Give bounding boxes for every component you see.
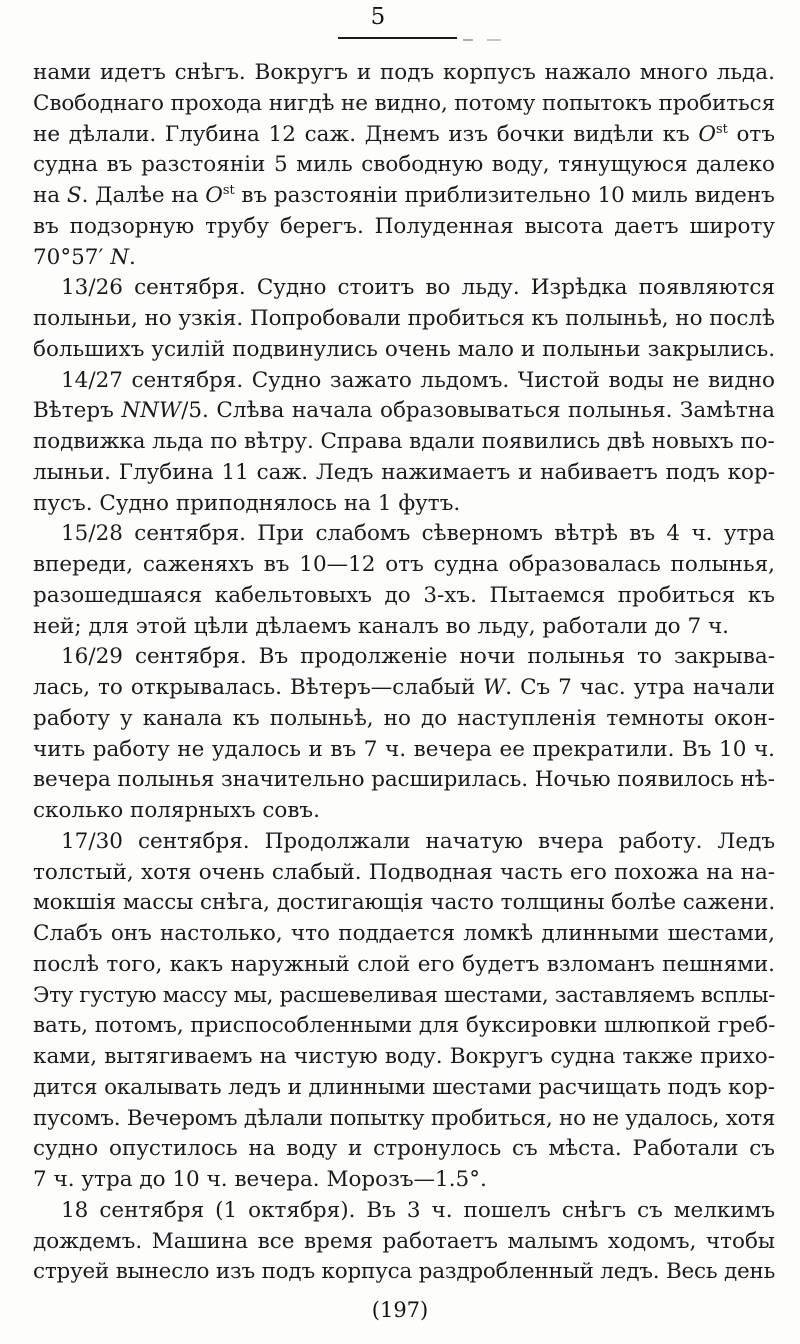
text-line: подвижка льда по вѣтру. Справа вдали появились двѣ новыхъ по- bbox=[33, 429, 775, 454]
text-line: 13/26 сентября. Судно стоитъ во льду. Изрѣдка появляются bbox=[61, 275, 775, 301]
page-number-top: 5 bbox=[370, 4, 386, 30]
text-line: толстый, хотя очень слабый. Подводная часть его похожа на на- bbox=[33, 859, 776, 885]
text-line: Свободнаго прохода нигдѣ не видно, потому попытокъ пробиться bbox=[33, 90, 776, 116]
text-line: на S. Далѣе на $O^{st}$ въ разстояніи приблизительно 10 миль виденъ bbox=[33, 182, 775, 208]
text-line: 18 сентября (1 октября). Въ 3 ч. пошелъ снѣгъ съ мелкимъ bbox=[61, 1197, 776, 1223]
text-line: въ подзорную трубу берегъ. Полуденная высота даетъ широту bbox=[33, 213, 776, 239]
text-line: пусъ. Судно приподнялось на 1 футъ. bbox=[33, 490, 461, 516]
text-line: судна въ разстояніи 5 миль свободную воду, тянущуюся далеко bbox=[33, 152, 775, 178]
text-line: работу у канала къ полыньѣ, но до наступленія темноты окон- bbox=[33, 705, 775, 731]
text-line: нами идетъ снѣгъ. Вокругъ и подъ корпусъ нажало много льда. bbox=[33, 60, 775, 85]
page-number-bottom: (197) bbox=[371, 1298, 429, 1322]
text-line: 70°57′ N. bbox=[33, 244, 136, 270]
text-line: лыньи. Глубина 11 саж. Ледъ нажимаетъ и набиваетъ подъ кор- bbox=[33, 459, 775, 485]
text-line: 7 ч. утра до 10 ч. вечера. Морозъ—1.5°. bbox=[33, 1167, 487, 1192]
text-line: впереди, саженяхъ въ 10—12 отъ судна образовалась полынья, bbox=[33, 552, 776, 577]
text-line: чить работу не удалось и въ 7 ч. вечера ее прекратили. Въ 10 ч. bbox=[33, 736, 776, 762]
text-line: лась, то открывалась. Вѣтеръ—слабый W. Съ 7 час. утра начали bbox=[33, 675, 775, 700]
header-rule bbox=[338, 37, 457, 39]
text-line: большихъ усилій подвинулись очень мало и полыньи закрылись. bbox=[33, 336, 776, 362]
text-line: Эту густую массу мы, расшевеливая шестами, заставляемъ всплы- bbox=[33, 982, 776, 1008]
text-line: разошедшаяся кабельтовыхъ до 3-хъ. Пытаемся пробиться къ bbox=[33, 582, 775, 608]
text-line: вать, потомъ, приспособленными для буксировки шлюпкой греб- bbox=[33, 1013, 776, 1039]
text-line: ками, вытягиваемъ на чистую воду. Вокругъ судна также прихо- bbox=[33, 1044, 776, 1069]
scan-artifact bbox=[463, 39, 473, 41]
text-line: дождемъ. Машина все время работаетъ малымъ ходомъ, чтобы bbox=[33, 1228, 776, 1254]
text-line: 15/28 сентября. При слабомъ сѣверномъ вѣтрѣ въ 4 ч. утра bbox=[61, 521, 775, 547]
text-line: судно опустилось на воду и стронулось съ мѣста. Работали съ bbox=[33, 1136, 775, 1162]
text-line: пусомъ. Вечеромъ дѣлали попытку пробиться, но не удалось, хотя bbox=[33, 1105, 776, 1131]
text-line: 17/30 сентября. Продолжали начатую вчера работу. Ледъ bbox=[61, 828, 776, 854]
text-line: не дѣлали. Глубина 12 саж. Днемъ изъ бочки видѣли къ $O^{st}$ отъ bbox=[33, 121, 776, 147]
text-line: Слабъ онъ настолько, что поддается ломкѣ длинными шестами, bbox=[33, 921, 776, 946]
text-line: вечера полынья значительно расширилась. Ночью появилось нѣ- bbox=[33, 767, 775, 793]
scan-artifact bbox=[487, 39, 501, 41]
text-line: 14/27 сентября. Судно зажато льдомъ. Чистой воды не видно bbox=[61, 367, 775, 393]
text-line: ней; для этой цѣли дѣлаемъ каналъ во льду, работали до 7 ч. bbox=[33, 613, 730, 639]
text-line: Вѣтеръ NNW/5. Слѣва начала образовываться полынья. Замѣтна bbox=[33, 398, 775, 424]
text-line: 16/29 сентября. Въ продолженіе ночи полынья то закрыва- bbox=[61, 644, 775, 670]
text-line: полыньи, но узкія. Попробовали пробиться къ полыньѣ, но послѣ bbox=[33, 306, 775, 331]
text-line: мокшія массы снѣга, достигающія часто толщины болѣе сажени. bbox=[33, 890, 776, 916]
text-line: сколько полярныхъ совъ. bbox=[33, 798, 320, 823]
body-text bbox=[33, 58, 775, 1288]
text-line: струей вынесло изъ подъ корпуса раздробленный ледъ. Весь день bbox=[33, 1259, 776, 1285]
text-line: дится окалывать ледъ и длинными шестами расчищать подъ кор- bbox=[33, 1074, 775, 1100]
text-line: послѣ того, какъ наружный слой его будетъ взломанъ пешнями. bbox=[33, 951, 776, 977]
